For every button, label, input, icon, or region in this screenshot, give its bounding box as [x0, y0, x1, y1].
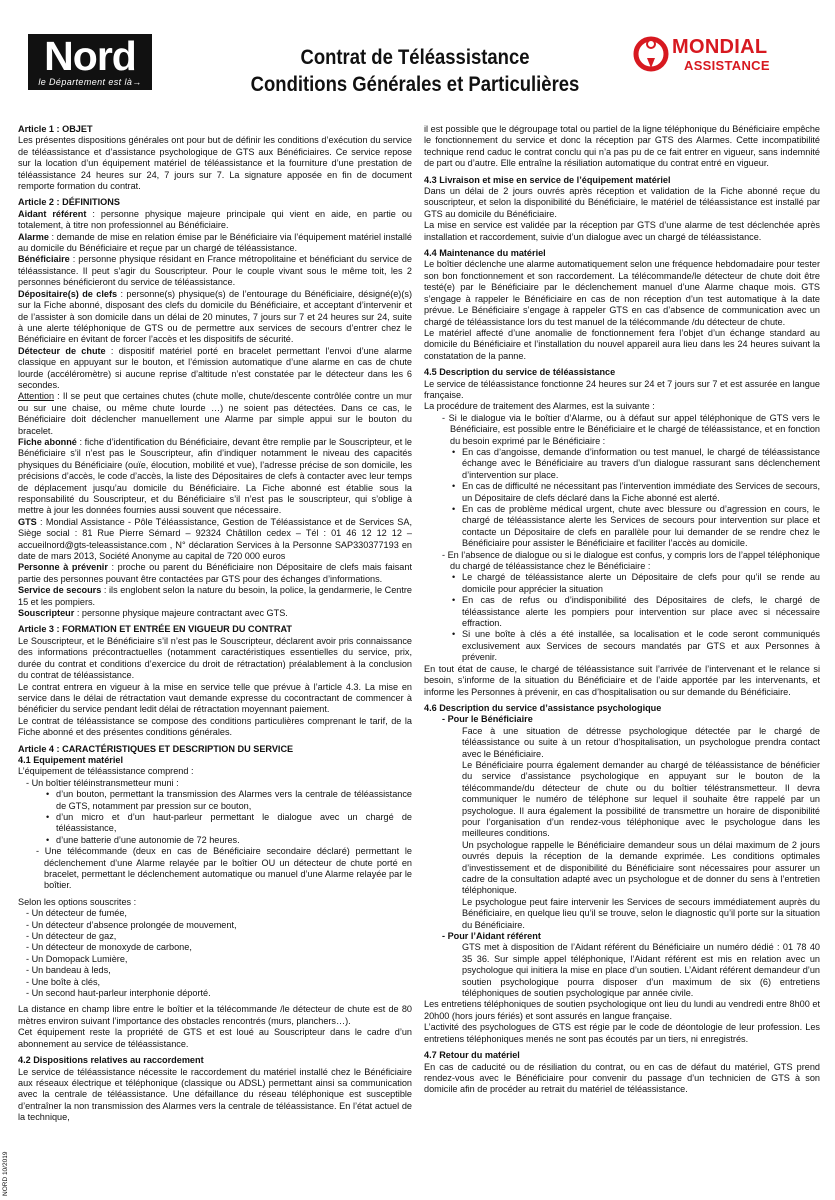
- term: Alarme: [18, 231, 49, 242]
- attention-label: Attention: [18, 391, 55, 402]
- section-4-6-text-2: Le Bénéficiaire pourra également demander au chargé de téléassistance de bénéficier du service d’assistance psychologique en appuyant sur le bouton de la télécommande/du détecteur de chute ou du boîtier téléstransmetteur. Il devra communiquer le numéro de téléphone sur lequel il souhaite être rappelé par un psychologue. Il aura également la possibilité de transmettre un horaire de disponibilité pour l’organisation d’un rendez-vous téléphonique avec le psychologue dans les meilleures conditions.: [462, 759, 820, 839]
- definition-text: : personne physique majeure principale qui vient en aide, en partie ou totalement, à titre non professionnel au Bénéficiaire.: [18, 208, 413, 231]
- nord-logo-word: Nord: [44, 33, 136, 79]
- list-item: - Un boîtier téléinstransmetteur muni :: [26, 777, 179, 788]
- definition-text: : fiche d’identification du Bénéficiaire, devant être remplie par le Souscripteur, et le Bénéficiaire s’il n’est pas le Souscripteur, afin d’indiquer notamment le niveau des capacités physiques du Bénéficiaire (ouïe, élocution, mobilité et vue), l’adresse précise de son domicile, les précisions d’accès, le code d’accès, la liste des Dépositaires de clefs à contacter avec leur temps de déplacement jusqu’au domicile du Bénéficiaire. La Fiche abonné est établie sous la responsabilité du Souscripteur, et du Bénéficiaire s’il n’est pas le souscripteur, qui s’oblige à mettre à jour les données fournies aussi souvent que nécessaire.: [18, 436, 412, 516]
- options-intro: Selon les options souscrites :: [18, 896, 137, 907]
- article-2-heading: Article 2 : DÉFINITIONS: [18, 197, 120, 208]
- option-item: - Un détecteur de fumée,: [26, 908, 127, 919]
- option-item: - Une boîte à clés,: [26, 976, 101, 987]
- page-title: [226, 44, 604, 98]
- list-item: • En cas de refus ou d’indisponibilité des Dépositaires de clefs, le chargé de téléassistance alerte les pompiers pour intervention sur place avec si nécessaire effraction.: [424, 595, 820, 629]
- page-header: [0, 0, 835, 118]
- list-item: - Une télécommande (deux en cas de Bénéficiaire secondaire déclaré) permettant le déclenchement d’une Alarme relayée par le boîtier OU un détecteur de chute porté en bracelet, permettant le déclenchement automatique ou manuel d’une Alarme relayée par le boîtier.: [36, 846, 412, 891]
- mondial-logo-line-2: ASSISTANCE: [684, 58, 770, 73]
- option-item: - Un second haut-parleur interphonie déporté.: [26, 988, 211, 999]
- section-4-5-text-3: En tout état de cause, le chargé de téléassistance suit l’arrivée de l’intervenant et le relance si besoin, s’informe de la situation du Bénéficiaire et de l’aide apportée par les intervenants, et informe les Personnes à prévenir, en cas d’hospitalisation ou sur demande du Bénéficiaire.: [424, 663, 820, 697]
- option-item: - Un Domopack Lumière,: [26, 953, 128, 964]
- title-line-2: Conditions Générales et Particulières: [250, 73, 580, 96]
- section-4-4-heading: 4.4 Maintenance du matériel: [424, 248, 546, 259]
- list-item: • En cas d’angoisse, demande d’information ou test manuel, le chargé de téléassistance échange avec le Bénéficiaire au travers d’un dialogue rassurant sans déclenchement d’intervention sur place.: [424, 447, 820, 481]
- definition-text: : personne physique résidant en France métropolitaine et bénéficiant du service de téléassistance. Il peut s’agir du Souscripteur. Pour le couple vivant sous le même toit, les 2 personnes bénéficieront du service de téléassistance.: [18, 254, 412, 288]
- option-item: - Un détecteur d’absence prolongée de mouvement,: [26, 919, 237, 930]
- section-4-6-text-1: Face à une situation de détresse psychologique détectée par le chargé de téléassistance ou suite à un retour d’hospitalisation, un psychologue prendra contact avec le Bénéficiaire.: [462, 725, 820, 759]
- definition-gts: [18, 517, 412, 563]
- left-column: [18, 124, 412, 1124]
- section-4-6-heading: 4.6 Description du service d’assistance psychologique: [424, 702, 662, 713]
- section-4-3-heading: 4.3 Livraison et mise en service de l’équipement matériel: [424, 174, 671, 185]
- list-item: - En l’absence de dialogue ou si le dialogue est confus, y compris lors de l’appel téléphonique du chargé de téléassistance chez le Bénéficiaire :: [442, 549, 820, 572]
- article-1-text: Les présentes dispositions générales ont pour but de définir les conditions d’exécution du service de téléassistance et d’assistance psychologique de GTS aux Bénéficiaires. Ce service repose sur la location d’un équipement matériel de téléassistance et la fourniture d’une prestation de téléassistance 24 heures sur 24, 7 jours sur 7. La signature apposée en fin de document remporte formation du contrat.: [18, 135, 412, 192]
- section-4-7-heading: 4.7 Retour du matériel: [424, 1050, 520, 1061]
- attention-text: : Il se peut que certaines chutes (chute molle, chute/descente contrôlée contre un mur ou sur une chaise, ou même chute lourde …) ne soient pas détectées. Dans ce cas, le Bénéficiaire doit déclencher manuellement une Alarme par simple appui sur le bouton du bracelet.: [18, 391, 412, 436]
- term: GTS: [18, 516, 37, 527]
- definition-text: : proche ou parent du Bénéficiaire non Dépositaire de clefs mais faisant partie des personnes pouvant être contactées par GTS pour des échanges d’informations.: [18, 562, 412, 584]
- article-1-heading: Article 1 : OBJET: [18, 124, 93, 134]
- definition-detecteur: [18, 346, 412, 392]
- section-4-4-text-2: Le matériel affecté d’une anomalie de fonctionnement fera l’objet d’un échange standard au domicile du Bénéficiaire et l’installation du nouvel appareil aura lieu dans les 24 heures suivant la constatation de la panne.: [424, 327, 820, 361]
- article-3-text-1: Le Souscripteur, et le Bénéficiaire s’il n’est pas le Souscripteur, déclarent avoir pris connaissance des informations précontractuelles (notamment caractéristiques essentielles du service, prix, durée du contrat et conditions d’exercice du droit de rétractation) préalablement à la conclusion du contrat de téléassistance.: [18, 635, 412, 681]
- list-item: • En cas de problème médical urgent, chute avec blessure ou d’agression en cours, le chargé de téléassistance alerte les Services de secours pour intervention sur place et contacte un Dépositaire de clefs en parallèle pour lui demander de se rendre chez le Bénéficiaire pour assister le Bénéficiaire et faciliter l’accès au domicile.: [424, 504, 820, 550]
- definition-aidant: [18, 209, 412, 232]
- article-4-heading: Article 4 : CARACTÉRISTIQUES ET DESCRIPTION DU SERVICE: [18, 743, 294, 754]
- section-4-6-text-6: Les entretiens téléphoniques de soutien psychologique ont lieu du lundi au vendredi entre 8h00 et 20h00 (hors jours fériés) et sont assurés en langue française.: [424, 999, 820, 1021]
- list-item: • En cas de difficulté ne nécessitant pas l’intervention immédiate des Services de secours, un Dépositaire de clefs déclaré dans la Fiche abonné est alerté.: [424, 481, 820, 504]
- term: Aidant référent: [18, 208, 87, 219]
- section-4-6-text-7: L’activité des psychologues de GTS est régie par le code de déontologie de leur profession. Les entretiens téléphoniques menés ne sont pas écoutés par un tiers, ni enregistrés.: [424, 1022, 820, 1044]
- section-4-6-text-4: Le psychologue peut faire intervenir les Services de secours immédiatement auprès du Bénéficiaire, en quelque lieu qu’il se trouve, selon le diagnostic qu’il porte sur la situation du Bénéficiaire.: [462, 896, 820, 930]
- definition-text: : personne physique majeure contractant avec GTS.: [74, 608, 288, 619]
- mondial-emblem-icon: [632, 36, 670, 72]
- definition-text: : ils englobent selon la nature du besoin, la police, la gendarmerie, le Centre 15 et les pompiers.: [18, 585, 412, 607]
- document-code: [2, 1136, 14, 1196]
- section-4-3-text-1: Dans un délai de 2 jours ouvrés après réception et validation de la Fiche abonné reçue du souscripteur, et selon la disponibilité du Bénéficiaire, le matériel de téléassistance est installé par GTS au domicile du Bénéficiaire.: [424, 186, 820, 219]
- definition-personne: [18, 562, 412, 585]
- section-4-5-text-2: La procédure de traitement des Alarmes, est la suivante :: [424, 401, 655, 412]
- term: Bénéficiaire: [18, 254, 70, 265]
- option-item: - Un bandeau à leds,: [26, 965, 111, 976]
- section-4-2-heading: 4.2 Dispositions relatives au raccordement: [18, 1055, 204, 1066]
- document-code-text: NORD 10/2019: [2, 1151, 9, 1196]
- section-4-6-text-3: Un psychologue rappelle le Bénéficiaire demandeur sous un délai maximum de 2 jours ouvrés depuis la réception de la demande exprimée. Les conditions optimales d’investissement et de disponibilité du Bénéficiaire sont nécessaires pour assurer un cadre de la consultation adapté avec un psychologue et de donner du sens à l’entretien téléphonique.: [462, 839, 820, 896]
- section-4-5-heading: 4.5 Description du service de téléassistance: [424, 367, 616, 378]
- list-item: • Le chargé de téléassistance alerte un Dépositaire de clefs pour qu’il se rende au domicile pour apprécier la situation: [424, 572, 820, 595]
- section-4-1-intro: L’équipement de téléassistance comprend :: [18, 766, 194, 777]
- list-item: • d’un micro et d’un haut-parleur permettant le dialogue avec un chargé de téléassistance,: [18, 812, 412, 835]
- definition-fiche: [18, 437, 412, 517]
- section-4-1-text-2: La distance en champ libre entre le boîtier et la télécommande /le détecteur de chute est de 80 mètres environ suivant l’importance des obstacles rencontrés (murs, planchers…).: [18, 1004, 412, 1026]
- list-item: • Si une boîte à clés a été installée, sa localisation et le code seront communiqués exclusivement aux Services de secours mandatés par GTS et aux Personnes à prévenir.: [424, 629, 820, 663]
- section-4-3-text-2: La mise en service est validée par la réception par GTS d’une alarme de test déclenchée après installation et raccordement, suivie d’un dialogue avec un chargé de téléassistance.: [424, 220, 820, 242]
- section-4-2-continued: il est possible que le dégroupage total ou partiel de la ligne téléphonique du Bénéficiaire empêche le fonctionnement du service et donc la réception par GTS des Alarmes. Cette incompatibilité technique rend caduc le contrat conclu qui n’a pas pu de ce fait entrer en vigueur, sans indemnité de part ou d’autre. Elle entraîne la résiliation automatique du contrat entré en vigueur.: [424, 124, 820, 169]
- definition-alarme: [18, 232, 412, 255]
- term: Détecteur de chute: [18, 345, 106, 356]
- definition-text: : dispositif matériel porté en bracelet permettant l’envoi d’une alarme classique en appuyant sur le bouton, et l’émission automatique d’une alarme en cas de chute lourde (accéléromètre) si aucune reprise d’altitude n’est constatée par le détecteur dans les 6 secondes.: [18, 345, 412, 390]
- section-4-6-text-5: GTS met à disposition de l’Aidant référent du Bénéficiaire un numéro dédié : 01 78 40 35 36. Sur simple appel téléphonique, l’Aidant référent est mis en relation avec un psychologue qui initiera la mise en place d’un soutien. L’Aidant référent demandeur d’un soutien psychologique pourra disposer d’un maximum de six (6) entretiens téléphoniques de soutien psychologique par année civile.: [462, 942, 820, 999]
- article-3-heading: Article 3 : FORMATION ET ENTRÉE EN VIGUEUR DU CONTRAT: [18, 624, 292, 635]
- nord-logo-tagline: le Département est là→: [38, 77, 142, 87]
- section-4-2-text: Le service de téléassistance nécessite le raccordement du matériel installé chez le Bénéficiaire aux réseaux électrique et téléphonique (classique ou ADSL) permettant ainsi sa communication avec la centrale de téléassistance. Une défaillance du réseau téléphonique est susceptible d’entraîner la non transmission des Alarmes vers la centrale de téléassistance. En l’état actuel de la technique,: [18, 1066, 412, 1123]
- definition-text: : personne(s) physique(s) de l’entourage du Bénéficiaire, désigné(e)(s) sur la Fiche abonné, disposant des clefs du domicile du Bénéficiaire, et acceptant d’intervenir et de l’assister à son domicile dans un délai de 20 minutes, 7 jours sur 7 et 24 heures sur 24, suite à une alerte téléphonique de GTS ou de permettre aux services de secours d’entrer chez le Bénéficiaire en évitant de forcer l’accès et les dispositifs de sécurité.: [18, 288, 412, 345]
- definition-souscripteur: [18, 608, 412, 619]
- attention-note: [18, 391, 412, 437]
- article-3-text-3: Le contrat de téléassistance se compose des conditions particulières comprenant le tarif, de la Fiche abonné et des présentes conditions générales.: [18, 715, 412, 738]
- section-4-1-text-3: Cet équipement reste la propriété de GTS et est loué au Souscripteur dans le cadre d’un abonnement au service de téléassistance.: [18, 1027, 412, 1049]
- definition-beneficiaire: [18, 254, 412, 288]
- section-4-1-heading: 4.1 Equipement matériel: [18, 754, 123, 765]
- nord-logo: [28, 34, 152, 90]
- term: Personne à prévenir: [18, 562, 108, 573]
- term: Souscripteur: [18, 608, 75, 619]
- article-3-text-2: Le contrat entrera en vigueur à la mise en service telle que prévue à l’article 4.3. La mise en service dans le délai de rétractation vaut demande expresse du cocontractant de commencer à bénéficier du service pendant ledit délai de rétractation moyennant paiement.: [18, 681, 412, 715]
- definition-depositaire: [18, 289, 412, 346]
- definition-secours: [18, 585, 412, 608]
- term: Fiche abonné: [18, 436, 77, 447]
- list-item: • d’une batterie d’une autonomie de 72 heures.: [18, 835, 412, 846]
- section-4-5-text-1: Le service de téléassistance fonctionne 24 heures sur 24 et 7 jours sur 7 et est assurée en langue française.: [424, 378, 820, 400]
- right-column: [424, 124, 820, 1096]
- subsection-beneficiaire: - Pour le Bénéficiaire: [442, 714, 533, 725]
- term: Service de secours: [18, 585, 102, 596]
- subsection-aidant: - Pour l’Aidant référent: [442, 931, 541, 942]
- title-line-1: Contrat de Téléassistance: [300, 46, 530, 69]
- mondial-logo-line-1: MONDIAL: [672, 36, 768, 58]
- term: Dépositaire(s) de clefs: [18, 288, 118, 299]
- definition-text: : demande de mise en relation émise par le Bénéficiaire via l’équipement matériel installé au domicile du Bénéficiaire et reçue par un chargé de téléassistance.: [18, 231, 412, 254]
- section-4-4-text-1: Le boîtier déclenche une alarme automatiquement selon une fréquence hebdomadaire pour tester son bon fonctionnement et son raccordement. La télécommande/le détecteur de chute doit être testé(e) par le Bénéficiaire par le déclenchement manuel d’une Alarme chaque mois. GTS s’engage à rappeler le Bénéficiaire en cas de non réception d’un test automatique à la date prévue. Le Bénéficiaire s’engage à rappeler GTS en cas d’absence de communication avec un chargé de téléassistance lors du test manuel de la télécommande /du détecteur de chute.: [424, 259, 820, 327]
- section-4-7-text: En cas de caducité ou de résiliation du contrat, ou en cas de défaut du matériel, GTS prend rendez-vous avec le Bénéficiaire pour convenir du passage d’un technicien de GTS à son domicile afin de procéder au retrait du matériel de téléassistance.: [424, 1061, 820, 1095]
- definition-text: : Mondial Assistance - Pôle Téléassistance, Gestion de Téléassistance et de Services SA, Siège social : 81 Rue Pierre Sémard – 92324 Châtillon cedex – Tél : 01 46 12 12 12 – accueilnord@gts-teleassistance.com , N° déclaration Services à la Personne SAP330377193 en date de mars 2013, Société Anonyme au capital de 720 000 euros: [18, 516, 412, 562]
- list-item: - Si le dialogue via le boîtier d’Alarme, ou à défaut sur appel téléphonique de GTS vers le Bénéficiaire, est possible entre le Bénéficiaire et le chargé de téléassistance, et en fonction du besoin exprimé par le Bénéficiaire :: [442, 412, 820, 446]
- list-item: • d’un bouton, permettant la transmission des Alarmes vers la centrale de téléassistance de GTS, notamment par pression sur ce bouton,: [18, 789, 412, 812]
- option-item: - Un détecteur de monoxyde de carbone,: [26, 942, 192, 953]
- mondial-assistance-logo: [632, 36, 812, 86]
- option-item: - Un détecteur de gaz,: [26, 931, 117, 942]
